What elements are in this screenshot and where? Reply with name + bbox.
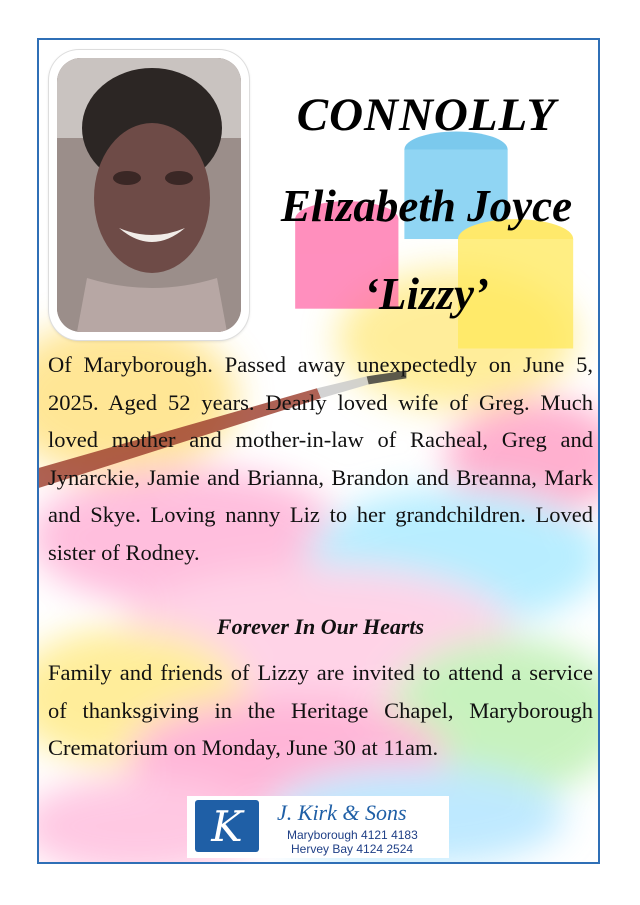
service-details: Family and friends of Lizzy are invited to attend a service of thanksgiving in the Heritage Chapel, Maryborough Crematorium on Monday, June 30 at 11am.: [48, 660, 593, 760]
surname: CONNOLLY: [296, 89, 557, 141]
nickname: ‘Lizzy’: [364, 269, 489, 319]
portrait-image: [57, 58, 241, 332]
phone-hervey-bay: Hervey Bay 4124 2524: [291, 842, 414, 856]
motto: Forever In Our Hearts: [216, 614, 425, 639]
obituary-text: Of Maryborough. Passed away unexpectedly on June 5, 2025. Aged 52 years. Dearly loved wife of Greg. Much loved mother and mother-in-law of Racheal, Greg and Jynarckie, Jamie and Brianna, Brandon and Breanna, Mark and Skye. Loving nanny Liz to her grandchildren. Loved sister of Rodney.: [48, 352, 593, 565]
k-monogram-icon: K: [195, 800, 259, 852]
phone-maryborough: Maryborough 4121 4183: [287, 828, 418, 842]
notice-frame: [37, 38, 600, 864]
given-names: Elizabeth Joyce: [280, 181, 573, 231]
funeral-director-logo: [187, 796, 449, 858]
funeral-director-name: J. Kirk & Sons: [277, 800, 407, 825]
portrait-photo: [49, 50, 249, 340]
